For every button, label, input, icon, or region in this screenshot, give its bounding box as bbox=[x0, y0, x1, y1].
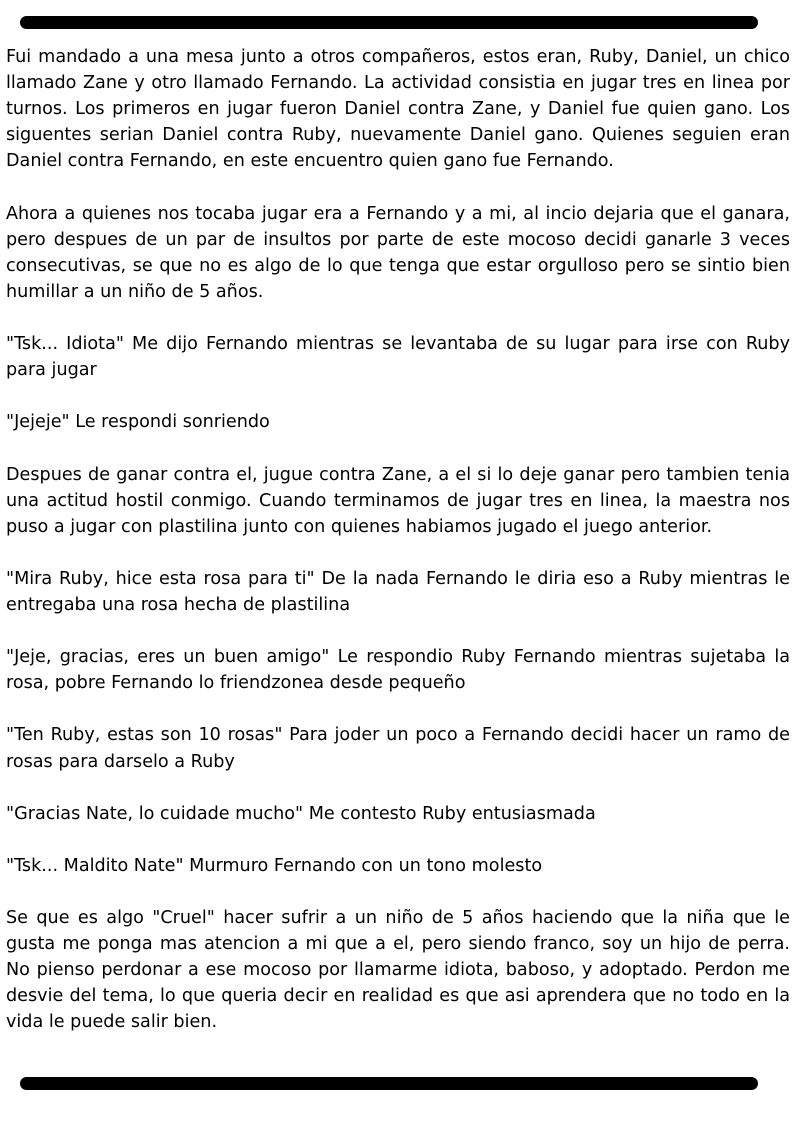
top-divider bbox=[20, 16, 758, 29]
paragraph: Se que es algo "Cruel" hacer sufrir a un niño de 5 años haciendo que la niña que le gusta me ponga mas atencion a mi que a el, pero siendo franco, soy un hijo de perra. No pienso perdonar a ese mocoso por llamarme idiota, baboso, y adoptado. Perdon me desvie del tema, lo que queria decir en realidad es que asi aprendera que no todo en la vida le puede salir bien. bbox=[6, 908, 790, 1033]
paragraph: Fui mandado a una mesa junto a otros compañeros, estos eran, Ruby, Daniel, un chico llamado Zane y otro llamado Fernando. La actividad consistia en jugar tres en linea por turnos. Los primeros en jugar fueron Daniel contra Zane, y Daniel fue quien gano. Los siguentes serian Daniel contra Ruby, nuevamente Daniel gano. Quienes seguien eran Daniel contra Fernando, en este encuentro quien gano fue Fernando. bbox=[6, 47, 790, 172]
paragraph: "Jeje, gracias, eres un buen amigo" Le respondio Ruby Fernando mientras sujetaba la rosa, pobre Fernando lo friendzonea desde pequeño bbox=[6, 647, 790, 694]
paragraph: "Gracias Nate, lo cuidade mucho" Me contesto Ruby entusiasmada bbox=[6, 803, 596, 824]
paragraph: Despues de ganar contra el, jugue contra Zane, a el si lo deje ganar pero tambien tenia una actitud hostil conmigo. Cuando terminamos de jugar tres en linea, la maestra nos puso a jugar con plastilina junto con quienes habiamos jugado el juego anterior. bbox=[6, 464, 790, 537]
bottom-divider bbox=[20, 1077, 758, 1090]
paragraph: "Ten Ruby, estas son 10 rosas" Para joder un poco a Fernando decidi hacer un ramo de rosas para darselo a Ruby bbox=[6, 725, 790, 772]
paragraph: "Tsk... Idiota" Me dijo Fernando mientras se levantaba de su lugar para irse con Ruby para jugar bbox=[6, 334, 790, 381]
paragraph: "Jejeje" Le respondi sonriendo bbox=[6, 412, 270, 433]
paragraph: "Tsk... Maldito Nate" Murmuro Fernando con un tono molesto bbox=[6, 855, 543, 876]
paragraph: "Mira Ruby, hice esta rosa para ti" De la nada Fernando le diria eso a Ruby mientras le entregaba una rosa hecha de plastilina bbox=[6, 568, 790, 615]
paragraph: Ahora a quienes nos tocaba jugar era a Fernando y a mi, al incio dejaria que el ganara, pero despues de un par de insultos por parte de este mocoso decidi ganarle 3 veces consecutivas, se que no es algo de lo que tenga que estar orgulloso pero se sintio bien humillar a un niño de 5 años. bbox=[6, 203, 790, 302]
story-text bbox=[6, 44, 790, 1036]
